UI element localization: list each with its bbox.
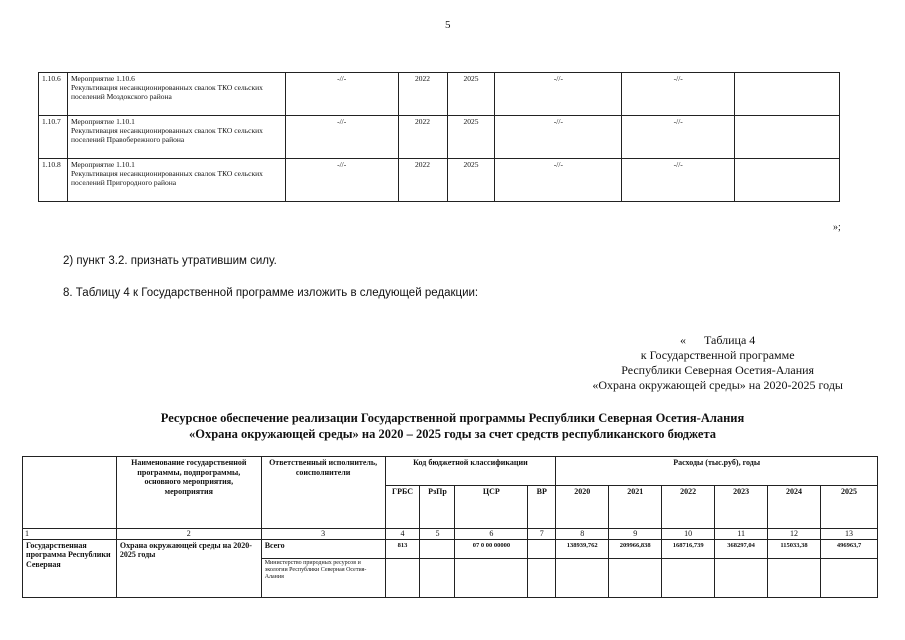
header-year: 2025 bbox=[821, 486, 878, 529]
executor-cell: -//- bbox=[285, 116, 398, 159]
title-line-2: «Охрана окружающей среды» на 2020 – 2025 годы за счет средств республиканского бюджета bbox=[188, 427, 717, 441]
empty-cell bbox=[735, 73, 840, 116]
result-cell: -//- bbox=[495, 116, 622, 159]
column-number: 2 bbox=[116, 529, 261, 540]
header-budget-code: Код бюджетной классификации bbox=[385, 457, 556, 486]
caption-line-2: к Государственной программе bbox=[640, 348, 795, 362]
column-number: 4 bbox=[385, 529, 420, 540]
table-caption-block bbox=[592, 333, 843, 393]
problem-cell: -//- bbox=[622, 73, 735, 116]
header-rzpr: РзПр bbox=[420, 486, 455, 529]
expense-2022: 168716,739 bbox=[662, 539, 715, 558]
column-number: 11 bbox=[715, 529, 768, 540]
expense-2025: 496963,7 bbox=[821, 539, 878, 558]
header-csr: ЦСР bbox=[455, 486, 528, 529]
column-numbers-row bbox=[23, 529, 878, 540]
table-row bbox=[39, 73, 840, 116]
table-row bbox=[39, 159, 840, 202]
header-expenses: Расходы (тыс.руб), годы bbox=[556, 457, 878, 486]
column-number: 9 bbox=[609, 529, 662, 540]
vr-value bbox=[528, 539, 556, 558]
column-number: 3 bbox=[261, 529, 385, 540]
caption-line-4: «Охрана окружающей среды» на 2020-2025 годы bbox=[592, 378, 843, 392]
program-name: Охрана окружающей среды на 2020-2025 годы bbox=[116, 539, 261, 597]
header-responsible: Ответственный исполнитель, соисполнители bbox=[261, 457, 385, 529]
paragraph-2: 2) пункт 3.2. признать утратившим силу. bbox=[63, 255, 277, 267]
header-vr: ВР bbox=[528, 486, 556, 529]
end-year: 2025 bbox=[447, 159, 495, 202]
column-number: 8 bbox=[556, 529, 609, 540]
caption-line-1: « Таблица 4 bbox=[679, 333, 756, 347]
expense-2023: 368297,04 bbox=[715, 539, 768, 558]
measure-name: Мероприятие 1.10.6 Рекультивация несанкционированных свалок ТКО сельских поселений Моздокского района bbox=[67, 73, 285, 116]
header-year: 2024 bbox=[768, 486, 821, 529]
grbs-value: 813 bbox=[385, 539, 420, 558]
column-number: 5 bbox=[420, 529, 455, 540]
start-year: 2022 bbox=[398, 159, 447, 202]
header-year: 2021 bbox=[609, 486, 662, 529]
caption-line-3: Республики Северная Осетия-Алания bbox=[621, 363, 815, 377]
start-year: 2022 bbox=[398, 73, 447, 116]
problem-cell: -//- bbox=[622, 159, 735, 202]
end-year: 2025 bbox=[447, 73, 495, 116]
column-number: 13 bbox=[821, 529, 878, 540]
table-title bbox=[0, 410, 905, 442]
rzpr-value bbox=[420, 539, 455, 558]
measure-name: Мероприятие 1.10.1 Рекультивация несанкционированных свалок ТКО сельских поселений Пригородного района bbox=[67, 159, 285, 202]
responsible-total: Всего bbox=[261, 539, 385, 558]
header-year: 2022 bbox=[662, 486, 715, 529]
table-row bbox=[39, 116, 840, 159]
expense-2021: 209966,838 bbox=[609, 539, 662, 558]
header-empty bbox=[23, 457, 117, 529]
end-year: 2025 bbox=[447, 116, 495, 159]
expense-2024: 115033,38 bbox=[768, 539, 821, 558]
executor-cell: -//- bbox=[285, 159, 398, 202]
end-quote-mark: »; bbox=[833, 222, 841, 233]
header-year: 2023 bbox=[715, 486, 768, 529]
header-grbs: ГРБС bbox=[385, 486, 420, 529]
row-number: 1.10.8 bbox=[39, 159, 68, 202]
column-number: 6 bbox=[455, 529, 528, 540]
expense-2020: 138939,762 bbox=[556, 539, 609, 558]
header-name: Наименование государственной программы, подпрограммы, основного мероприятия, мероприятия bbox=[116, 457, 261, 529]
measure-name: Мероприятие 1.10.1 Рекультивация несанкционированных свалок ТКО сельских поселений Правобережного района bbox=[67, 116, 285, 159]
result-cell: -//- bbox=[495, 159, 622, 202]
empty-cell bbox=[735, 159, 840, 202]
resource-table bbox=[22, 456, 878, 598]
column-number: 1 bbox=[23, 529, 117, 540]
table-row bbox=[23, 539, 878, 558]
start-year: 2022 bbox=[398, 116, 447, 159]
column-number: 7 bbox=[528, 529, 556, 540]
title-line-1: Ресурсное обеспечение реализации Государственной программы Республики Северная Осетия-Алания bbox=[160, 411, 745, 425]
result-cell: -//- bbox=[495, 73, 622, 116]
row-number: 1.10.6 bbox=[39, 73, 68, 116]
column-number: 10 bbox=[662, 529, 715, 540]
responsible-ministry: Министерство природных ресурсов и экологии Республики Северная Осетия-Алания bbox=[261, 558, 385, 597]
measures-table bbox=[38, 72, 840, 202]
problem-cell: -//- bbox=[622, 116, 735, 159]
row-number: 1.10.7 bbox=[39, 116, 68, 159]
paragraph-8: 8. Таблицу 4 к Государственной программе изложить в следующей редакции: bbox=[63, 287, 479, 299]
header-year: 2020 bbox=[556, 486, 609, 529]
csr-value: 07 0 00 00000 bbox=[455, 539, 528, 558]
empty-cell bbox=[735, 116, 840, 159]
executor-cell: -//- bbox=[285, 73, 398, 116]
page-number: 5 bbox=[445, 19, 451, 31]
program-type: Государственная программа Республики Северная bbox=[23, 539, 117, 597]
column-number: 12 bbox=[768, 529, 821, 540]
